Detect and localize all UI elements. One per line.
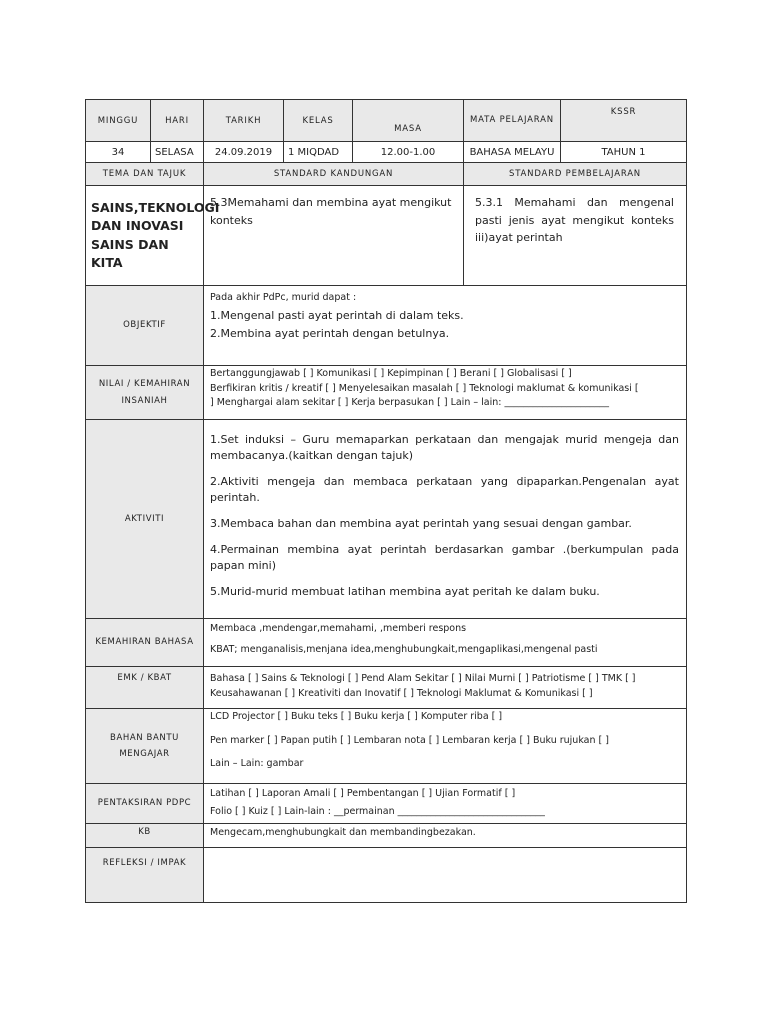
- sub-header-tema: TEMA DAN TAJUK: [86, 163, 204, 186]
- sub-header-standard-kandungan: STANDARD KANDUNGAN: [204, 163, 464, 186]
- bahan-line-1: LCD Projector [ ] Buku teks [ ] Buku kerja [ ] Komputer riba [ ]: [210, 711, 503, 722]
- sub-header-standard-pembelajaran: STANDARD PEMBELAJARAN: [464, 163, 687, 186]
- tema-line-1: SAINS,TEKNOLOGI: [91, 200, 220, 216]
- objektif-cell: [204, 286, 687, 366]
- refleksi-cell: [204, 848, 687, 903]
- bahan-line-2: Pen marker [ ] Papan putih [ ] Lembaran nota [ ] Lembaran kerja [ ] Buku rujukan [ ]: [210, 734, 609, 746]
- header-row: [86, 100, 687, 142]
- objektif-item-2: 2.Membina ayat perintah dengan betulnya.: [210, 327, 450, 341]
- refleksi-label: REFLEKSI / IMPAK: [86, 848, 204, 903]
- kemahiran-bahasa-label: KEMAHIRAN BAHASA: [86, 619, 204, 667]
- value-hari: SELASA: [151, 142, 204, 163]
- header-kelas: KELAS: [284, 100, 353, 142]
- standard-kandungan-cell: 5.3Memahami dan membina ayat mengikut konteks: [204, 186, 464, 286]
- nilai-line-2: Berfikiran kritis / kreatif [ ] Menyelesaikan masalah [ ] Teknologi maklumat & komunikasi [: [210, 382, 639, 394]
- value-mata-pelajaran: BAHASA MELAYU: [464, 142, 561, 163]
- aktiviti-item-5: 5.Murid-murid membuat latihan membina ayat peritah ke dalam buku.: [210, 584, 600, 598]
- objektif-item-1: 1.Mengenal pasti ayat perintah di dalam teks.: [210, 308, 464, 322]
- bahan-line-3: Lain – Lain: gambar: [210, 758, 304, 770]
- kemahiran-bahasa-row: [86, 619, 687, 667]
- aktiviti-item-4: 4.Permainan membina ayat perintah berdasarkan gambar .(berkumpulan pada papan mini): [210, 542, 679, 572]
- value-masa: 12.00-1.00: [353, 142, 464, 163]
- standard-pembelajaran-cell: 5.3.1 Memahami dan mengenal pasti jenis ayat mengikut konteks iii)ayat perintah: [464, 186, 687, 286]
- header-tarikh: TARIKH: [204, 100, 284, 142]
- kemahiran-bahasa-cell: [204, 619, 687, 667]
- bahan-label: BAHAN BANTU MENGAJAR: [86, 709, 204, 784]
- kemahiran-bahasa-line-1: Membaca ,mendengar,memahami, ,memberi respons: [210, 623, 467, 634]
- nilai-row: [86, 366, 687, 420]
- nilai-line-3: ] Menghargai alam sekitar [ ] Kerja berpasukan [ ] Lain – lain: ______________________: [210, 397, 609, 409]
- aktiviti-item-1: 1.Set induksi – Guru memaparkan perkataan dan mengajak murid mengeja dan membacanya.(kaitkan dengan tajuk): [210, 433, 679, 462]
- sub-header-row: [86, 163, 687, 186]
- values-row: [86, 142, 687, 163]
- emk-row: [86, 667, 687, 709]
- aktiviti-item-2: 2.Aktiviti mengeja dan membaca perkataan yang dipaparkan.Pengenalan ayat perintah.: [210, 474, 679, 504]
- lesson-plan-table: [85, 99, 687, 903]
- value-kssr: TAHUN 1: [561, 142, 687, 163]
- tema-cell: [86, 186, 220, 286]
- value-tarikh: 24.09.2019: [204, 142, 284, 163]
- header-mata-pelajaran: MATA PELAJARAN: [464, 100, 561, 142]
- tema-row: [86, 186, 687, 286]
- pentaksiran-row: [86, 784, 687, 824]
- kb-cell: Mengecam,menghubungkait dan membandingbezakan.: [204, 824, 687, 848]
- aktiviti-row: [86, 420, 687, 619]
- header-masa: MASA: [353, 100, 464, 142]
- lesson-plan-sheet: [85, 99, 686, 903]
- pentaksiran-line-1: Latihan [ ] Laporan Amali [ ] Pembentangan [ ] Ujian Formatif [ ]: [210, 788, 516, 799]
- bahan-cell: [204, 709, 687, 784]
- pentaksiran-line-2: Folio [ ] Kuiz [ ] Lain-lain : __permainan _______________________________: [210, 805, 545, 817]
- header-kssr: KSSR: [561, 100, 687, 142]
- aktiviti-cell: [204, 420, 687, 619]
- value-minggu: 34: [86, 142, 151, 163]
- objektif-intro: Pada akhir PdPc, murid dapat :: [210, 292, 357, 303]
- value-kelas: 1 MIQDAD: [284, 142, 353, 163]
- header-minggu: MINGGU: [86, 100, 151, 142]
- emk-line-2: Keusahawanan [ ] Kreativiti dan Inovatif [ ] Teknologi Maklumat & Komunikasi [ ]: [210, 687, 593, 699]
- objektif-row: [86, 286, 687, 366]
- nilai-cell: [204, 366, 687, 420]
- emk-cell: [204, 667, 687, 709]
- tema-line-2: DAN INOVASI: [91, 218, 184, 234]
- kb-label: KB: [86, 824, 204, 848]
- nilai-line-1: Bertanggungjawab [ ] Komunikasi [ ] Kepimpinan [ ] Berani [ ] Globalisasi [ ]: [210, 368, 572, 379]
- emk-label: EMK / KBAT: [86, 667, 204, 709]
- nilai-label: NILAI / KEMAHIRAN INSANIAH: [86, 366, 204, 420]
- pentaksiran-label: PENTAKSIRAN PDPC: [86, 784, 204, 824]
- kemahiran-bahasa-line-2: KBAT; menganalisis,menjana idea,menghubungkait,mengaplikasi,mengenal pasti: [210, 643, 598, 655]
- aktiviti-label: AKTIVITI: [86, 420, 204, 619]
- bahan-row: [86, 709, 687, 784]
- emk-line-1: Bahasa [ ] Sains & Teknologi [ ] Pend Alam Sekitar [ ] Nilai Murni [ ] Patriotisme [ ] TMK [ ]: [210, 673, 636, 684]
- objektif-label: OBJEKTIF: [86, 286, 204, 366]
- header-hari: HARI: [151, 100, 204, 142]
- refleksi-row: [86, 848, 687, 903]
- tema-line-3: SAINS DAN KITA: [91, 236, 169, 270]
- pentaksiran-cell: [204, 784, 687, 824]
- kb-row: [86, 824, 687, 848]
- aktiviti-item-3: 3.Membaca bahan dan membina ayat perintah yang sesuai dengan gambar.: [210, 516, 632, 530]
